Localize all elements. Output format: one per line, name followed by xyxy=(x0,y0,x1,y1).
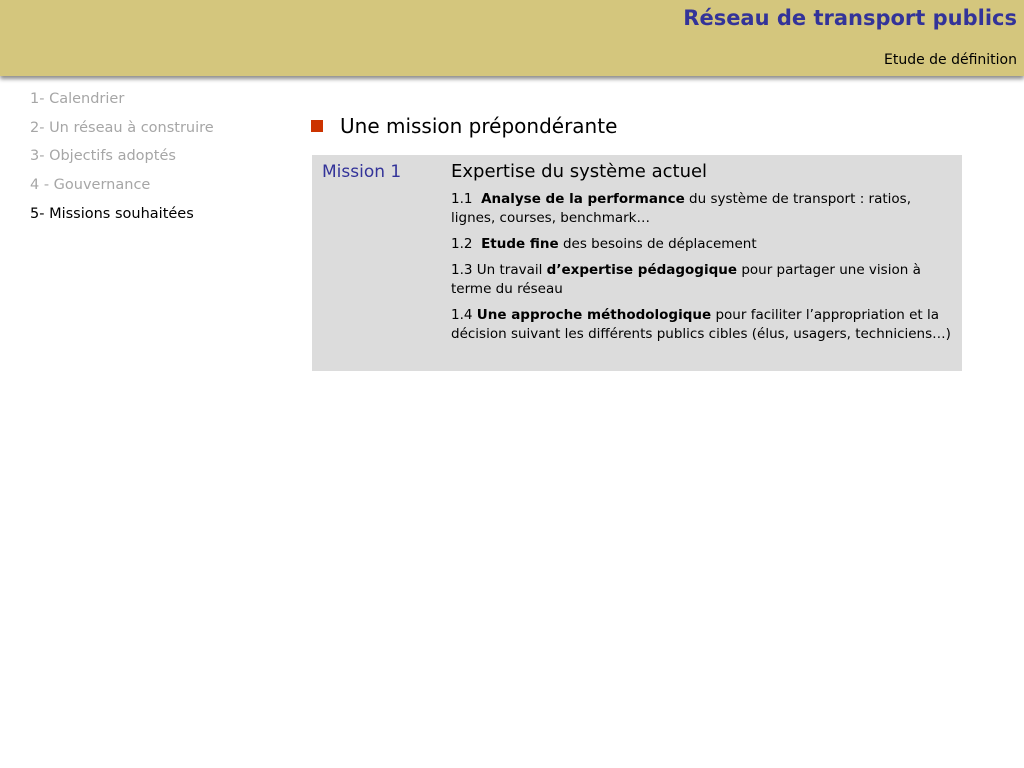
nav-item-missions[interactable]: 5- Missions souhaitées xyxy=(30,205,194,222)
mission-heading: Expertise du système actuel xyxy=(451,161,708,182)
mission-point xyxy=(451,190,956,228)
mission-point xyxy=(451,235,956,254)
section-title: Une mission prépondérante xyxy=(340,114,618,138)
point-bold: Une approche méthodologique xyxy=(476,307,712,323)
mission-point xyxy=(451,261,956,299)
header-banner xyxy=(0,0,1024,76)
point-bold: Analyse de la performance xyxy=(481,191,685,207)
point-bold: d’expertise pédagogique xyxy=(546,262,738,278)
agenda-nav xyxy=(30,89,290,232)
nav-item-reseau[interactable]: 2- Un réseau à construire xyxy=(30,119,214,136)
square-bullet-icon xyxy=(311,120,323,132)
section-heading xyxy=(311,114,617,138)
nav-item-objectifs[interactable]: 3- Objectifs adoptés xyxy=(30,148,176,165)
mission-point xyxy=(451,306,956,344)
point-prefix: 1.1 xyxy=(451,191,482,207)
presentation-title: Réseau de transport publics xyxy=(683,6,1017,30)
mission-content xyxy=(451,161,956,351)
point-prefix: 1.2 xyxy=(451,236,482,252)
point-prefix: 1.4 xyxy=(451,307,477,323)
nav-item-gouvernance[interactable]: 4 - Gouvernance xyxy=(30,177,151,194)
point-suffix: du système de transport : ratios, lignes, courses, benchmark… xyxy=(451,191,911,226)
mission-box xyxy=(312,155,962,371)
presentation-subtitle: Etude de définition xyxy=(883,52,1017,68)
mission-label: Mission 1 xyxy=(322,162,402,182)
point-suffix: des besoins de déplacement xyxy=(558,236,757,252)
point-suffix: pour partager une vision à terme du réseau xyxy=(451,262,921,297)
point-bold: Etude fine xyxy=(481,236,559,252)
point-prefix: 1.3 Un travail xyxy=(451,262,547,278)
nav-item-calendrier[interactable]: 1- Calendrier xyxy=(30,91,125,107)
point-suffix: pour faciliter l’appropriation et la décision suivant les différents publics cibles (élus, usagers, techniciens…) xyxy=(451,307,951,342)
